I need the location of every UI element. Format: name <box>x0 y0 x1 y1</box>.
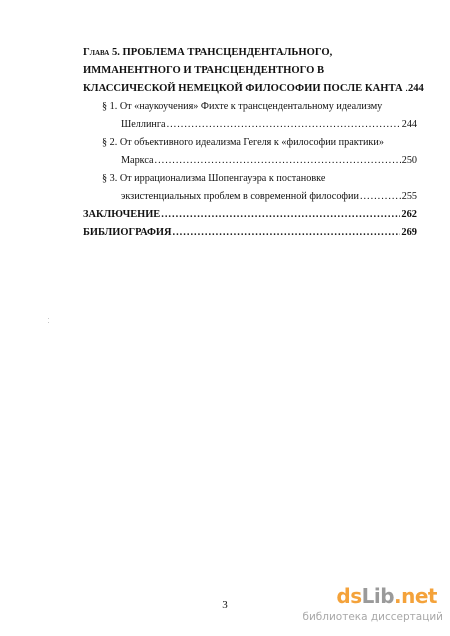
section-1-line-2 <box>83 116 417 134</box>
conclusion-page: 262 <box>401 209 417 220</box>
section-3-title-line-2: экзистенциальных проблем в современной философии <box>121 191 359 202</box>
toc-section-3[interactable] <box>83 170 417 206</box>
scan-speck <box>48 318 49 319</box>
section-1-title-line-1: § 1. От «наукоучения» Фихте к трансцендентальному идеализму <box>102 101 383 112</box>
toc-section-1[interactable] <box>83 98 417 134</box>
toc-section-2[interactable] <box>83 134 417 170</box>
section-2-page: 250 <box>401 155 417 166</box>
dot-leader <box>155 152 401 170</box>
dot-leader <box>167 116 401 134</box>
dslib-subtitle: библиотека диссертаций <box>302 611 443 623</box>
dot-leader <box>360 188 401 206</box>
section-2-line-1 <box>83 134 417 152</box>
page-number: 3 <box>222 599 228 611</box>
dslib-watermark[interactable] <box>302 584 449 636</box>
dslib-logo: dsLib.net <box>336 584 437 608</box>
section-1-title-line-2: Шеллинга <box>121 119 166 130</box>
section-2-title-line-2: Маркса <box>121 155 154 166</box>
section-3-line-2 <box>83 188 417 206</box>
conclusion-label: ЗАКЛЮЧЕНИЕ <box>83 209 161 220</box>
section-3-line-1 <box>83 170 417 188</box>
section-3-page: 255 <box>401 191 417 202</box>
toc-bibliography[interactable] <box>83 224 417 242</box>
section-2-line-2 <box>83 152 417 170</box>
scan-speck <box>48 322 49 323</box>
chapter-5-prefix: Глава 5. <box>83 47 120 58</box>
table-of-contents <box>83 44 424 242</box>
section-3-title-line-1: § 3. От иррационализма Шопенгауэра к постановке <box>102 173 326 184</box>
bibliography-label: БИБЛИОГРАФИЯ <box>83 227 172 238</box>
dot-leader <box>172 224 400 242</box>
toc-conclusion[interactable] <box>83 206 417 224</box>
toc-chapter-5[interactable] <box>83 44 424 98</box>
chapter-5-line-3: КЛАССИЧЕСКОЙ НЕМЕЦКОЙ ФИЛОСОФИИ ПОСЛЕ КАНТА . 244 <box>83 80 417 98</box>
section-1-page: 244 <box>401 119 417 130</box>
chapter-5-page: 244 <box>407 83 424 94</box>
chapter-5-title-line-3: КЛАССИЧЕСКОЙ НЕМЕЦКОЙ ФИЛОСОФИИ ПОСЛЕ КАНТА <box>83 83 403 94</box>
bibliography-page: 269 <box>401 227 417 238</box>
chapter-5-title-line-1: ПРОБЛЕМА ТРАНСЦЕНДЕНТАЛЬНОГО, <box>122 47 333 58</box>
section-2-title-line-1: § 2. От объективного идеализма Гегеля к «философии практики» <box>102 137 384 148</box>
chapter-5-line-1 <box>83 44 417 62</box>
section-1-line-1 <box>83 98 417 116</box>
chapter-5-title-line-2: ИММАНЕНТНОГО И ТРАНСЦЕНДЕНТНОГО В <box>83 65 325 76</box>
dot-leader <box>161 206 400 224</box>
